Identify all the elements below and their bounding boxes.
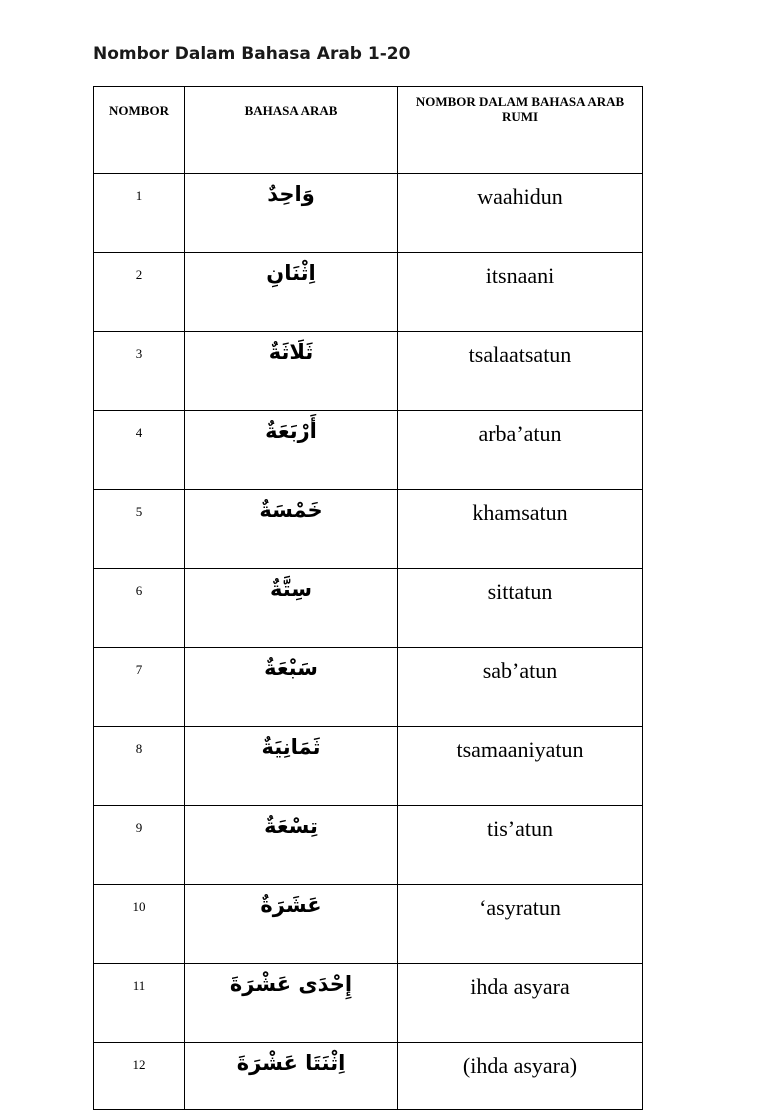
- cell-nombor: 11: [94, 964, 185, 1043]
- cell-nombor: 10: [94, 885, 185, 964]
- page-title: Nombor Dalam Bahasa Arab 1-20: [93, 44, 411, 64]
- cell-arab: أَرْبَعَةٌ: [185, 411, 398, 490]
- cell-rumi: khamsatun: [398, 490, 643, 569]
- cell-rumi: ‘asyratun: [398, 885, 643, 964]
- table-row: [94, 569, 643, 648]
- table-row: [94, 1043, 643, 1110]
- table-row: [94, 806, 643, 885]
- table-row: [94, 411, 643, 490]
- cell-rumi: tis’atun: [398, 806, 643, 885]
- cell-arab: ثَلَاثَةٌ: [185, 332, 398, 411]
- cell-nombor: 5: [94, 490, 185, 569]
- table-header-row: [94, 87, 643, 174]
- cell-nombor: 2: [94, 253, 185, 332]
- cell-rumi: tsamaaniyatun: [398, 727, 643, 806]
- cell-nombor: 9: [94, 806, 185, 885]
- cell-rumi: (ihda asyara): [398, 1043, 643, 1110]
- table-row: [94, 174, 643, 253]
- header-arab-rumi: NOMBOR DALAM BAHASA ARAB RUMI: [398, 87, 643, 174]
- cell-nombor: 12: [94, 1043, 185, 1110]
- table-row: [94, 964, 643, 1043]
- cell-arab: خَمْسَةٌ: [185, 490, 398, 569]
- numbers-table: [93, 86, 643, 1110]
- cell-nombor: 7: [94, 648, 185, 727]
- cell-arab: إِحْدَى عَشْرَةَ: [185, 964, 398, 1043]
- cell-nombor: 8: [94, 727, 185, 806]
- cell-arab: تِسْعَةٌ: [185, 806, 398, 885]
- cell-rumi: sittatun: [398, 569, 643, 648]
- cell-arab: عَشَرَةٌ: [185, 885, 398, 964]
- cell-nombor: 3: [94, 332, 185, 411]
- table-row: [94, 253, 643, 332]
- cell-nombor: 4: [94, 411, 185, 490]
- table-row: [94, 727, 643, 806]
- cell-nombor: 6: [94, 569, 185, 648]
- cell-rumi: sab’atun: [398, 648, 643, 727]
- table-row: [94, 490, 643, 569]
- cell-rumi: ihda asyara: [398, 964, 643, 1043]
- cell-arab: سَبْعَةٌ: [185, 648, 398, 727]
- cell-arab: سِتَّةٌ: [185, 569, 398, 648]
- cell-rumi: itsnaani: [398, 253, 643, 332]
- cell-arab: ثَمَانِيَةٌ: [185, 727, 398, 806]
- cell-nombor: 1: [94, 174, 185, 253]
- cell-rumi: arba’atun: [398, 411, 643, 490]
- cell-rumi: tsalaatsatun: [398, 332, 643, 411]
- table-row: [94, 885, 643, 964]
- cell-arab: اِثْنَتَا عَشْرَةَ: [185, 1043, 398, 1110]
- table-row: [94, 648, 643, 727]
- cell-arab: وَاحِدٌ: [185, 174, 398, 253]
- cell-rumi: waahidun: [398, 174, 643, 253]
- table-row: [94, 332, 643, 411]
- header-bahasa-arab: BAHASA ARAB: [185, 87, 398, 174]
- cell-arab: اِثْنَانِ: [185, 253, 398, 332]
- header-nombor: NOMBOR: [94, 87, 185, 174]
